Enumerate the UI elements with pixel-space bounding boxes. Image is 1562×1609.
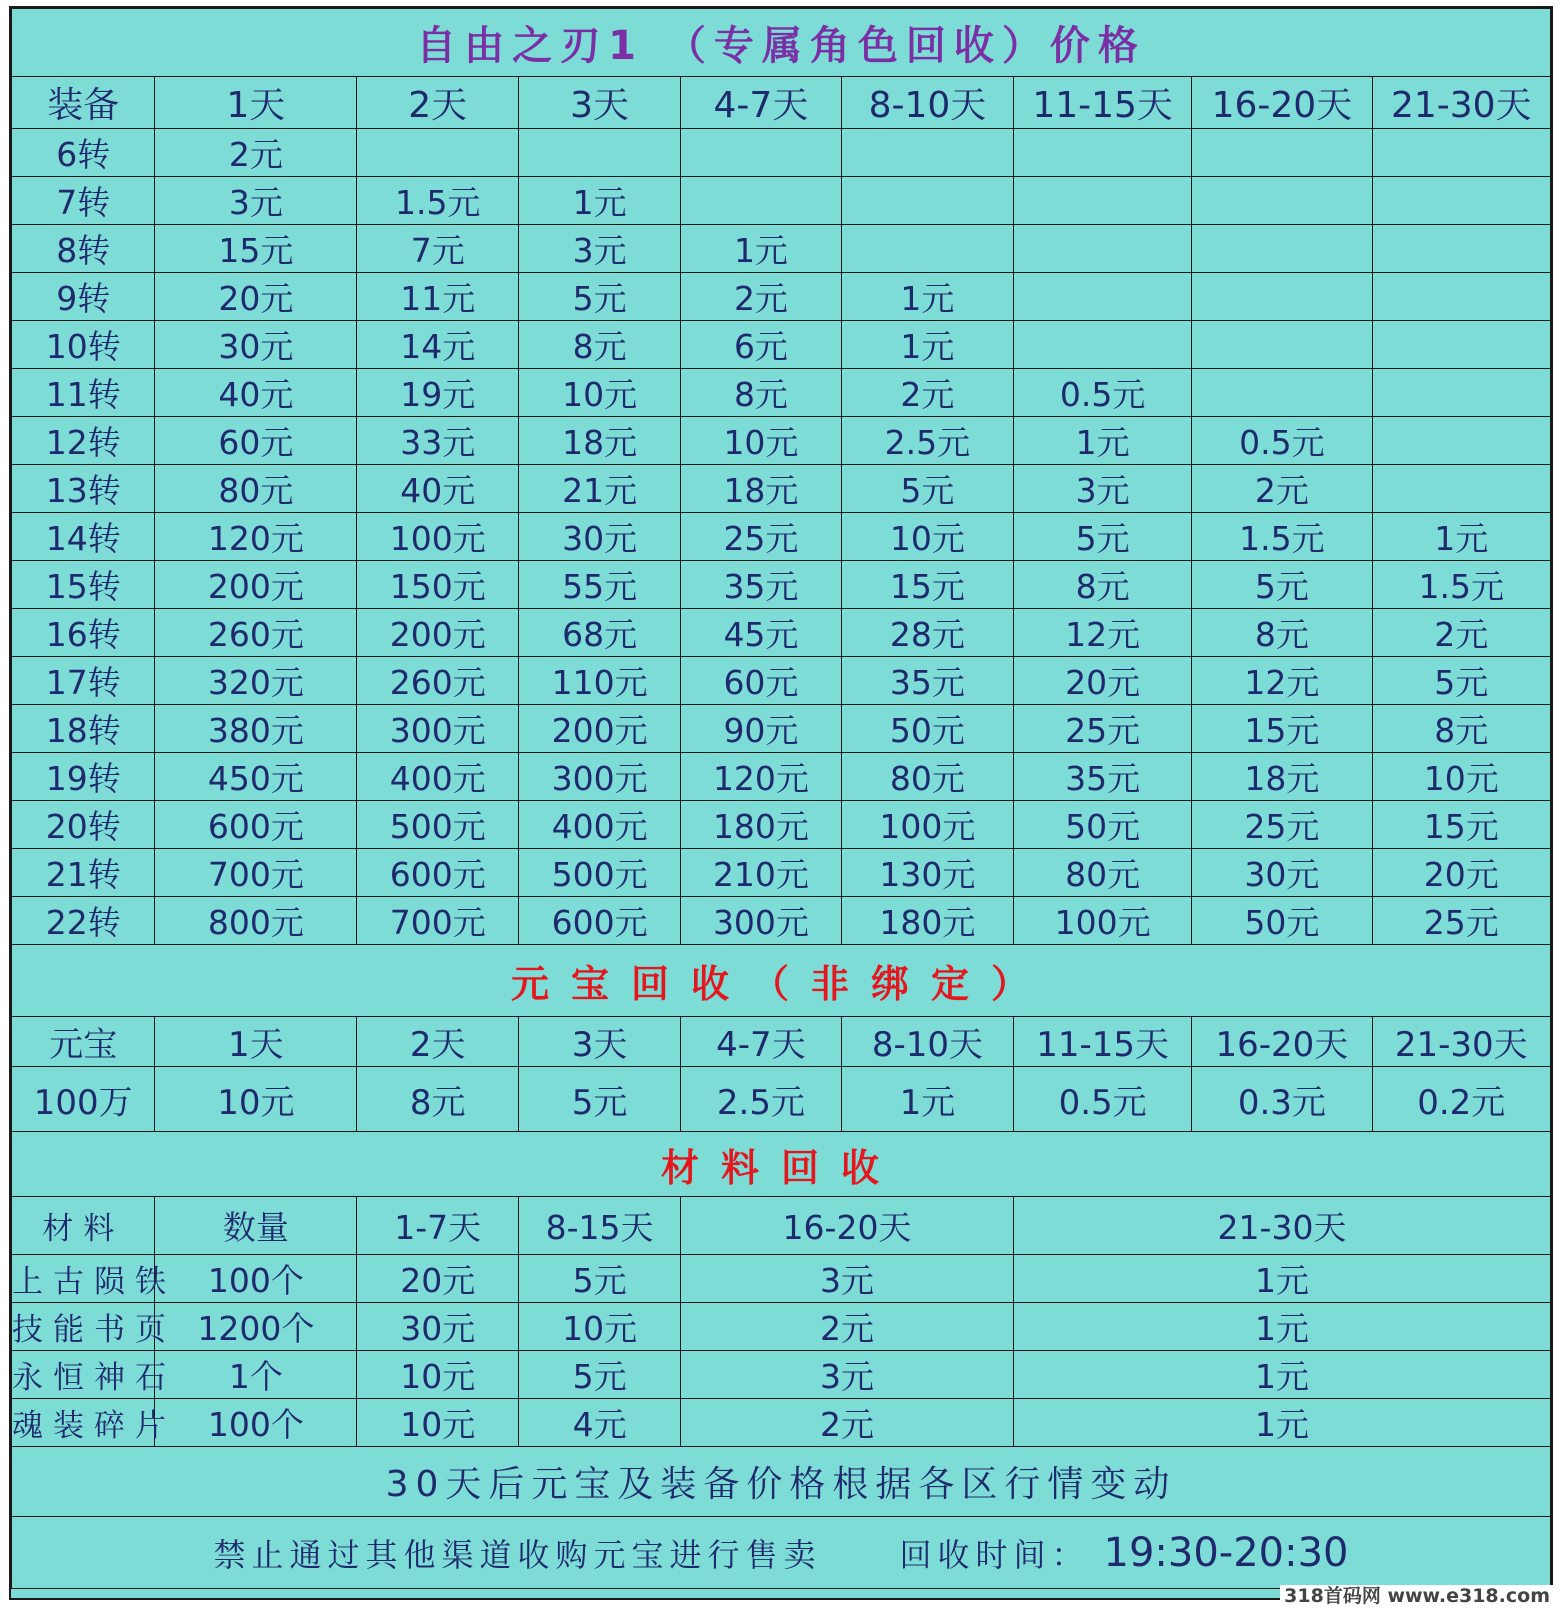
equip-level: 15转	[12, 561, 155, 609]
gold-day-header: 21-30天	[1372, 1017, 1550, 1067]
equip-price: 210元	[681, 849, 842, 897]
equip-price: 7元	[357, 225, 519, 273]
material-column-header: 数量	[155, 1197, 357, 1255]
equip-price: 110元	[519, 657, 681, 705]
price-table-body	[12, 9, 1551, 1589]
equip-price: 5元	[519, 273, 681, 321]
gold-price: 2.5元	[681, 1067, 842, 1132]
equip-price: 2元	[155, 129, 357, 177]
material-price: 20元	[357, 1255, 519, 1303]
equip-price: 60元	[681, 657, 842, 705]
equip-price: 50元	[1013, 801, 1191, 849]
equip-price	[841, 225, 1013, 273]
equip-price: 3元	[1013, 465, 1191, 513]
equip-price: 180元	[681, 801, 842, 849]
equip-price: 0.5元	[1013, 369, 1191, 417]
equip-price: 5元	[841, 465, 1013, 513]
equip-row	[12, 561, 1551, 609]
equip-price	[1372, 417, 1550, 465]
price-sheet	[9, 6, 1553, 1600]
equip-price: 320元	[155, 657, 357, 705]
sheet-title: 自由之刃1 （专属角色回收）价格	[12, 9, 1551, 77]
price-change-note: 30天后元宝及装备价格根据各区行情变动	[12, 1447, 1551, 1517]
gold-day-header: 11-15天	[1013, 1017, 1191, 1067]
gold-price: 10元	[155, 1067, 357, 1132]
gold-price: 0.5元	[1013, 1067, 1191, 1132]
equip-row	[12, 609, 1551, 657]
equip-price	[1372, 273, 1550, 321]
equip-level: 9转	[12, 273, 155, 321]
material-price: 5元	[519, 1255, 681, 1303]
equip-price: 8元	[1013, 561, 1191, 609]
equip-price: 150元	[357, 561, 519, 609]
material-header-label: 材料	[12, 1197, 155, 1255]
footer-warning: 禁止通过其他渠道收购元宝进行售卖	[213, 1535, 822, 1574]
equip-price: 5元	[1372, 657, 1550, 705]
equip-level: 22转	[12, 897, 155, 945]
material-price: 30元	[357, 1303, 519, 1351]
equip-row	[12, 657, 1551, 705]
equip-price: 25元	[681, 513, 842, 561]
equip-day-header: 11-15天	[1013, 77, 1191, 129]
material-name: 永恒神石	[12, 1351, 155, 1399]
equip-price	[357, 129, 519, 177]
equip-price: 120元	[681, 753, 842, 801]
material-quantity: 1个	[155, 1351, 357, 1399]
equip-price: 15元	[841, 561, 1013, 609]
equip-price: 18元	[681, 465, 842, 513]
equip-price: 18元	[519, 417, 681, 465]
equip-price: 1元	[841, 321, 1013, 369]
equip-price	[841, 177, 1013, 225]
material-row	[12, 1399, 1551, 1447]
equip-row	[12, 705, 1551, 753]
equip-price	[681, 129, 842, 177]
equip-price: 55元	[519, 561, 681, 609]
equip-price: 100元	[1013, 897, 1191, 945]
gold-title-row	[12, 945, 1551, 1017]
equip-price	[1372, 177, 1550, 225]
equip-price: 11元	[357, 273, 519, 321]
equip-price: 1元	[519, 177, 681, 225]
gold-price: 8元	[357, 1067, 519, 1132]
equip-price: 600元	[357, 849, 519, 897]
equip-level: 11转	[12, 369, 155, 417]
footer-cell	[12, 1517, 1551, 1589]
equip-level: 17转	[12, 657, 155, 705]
equip-price: 8元	[1192, 609, 1372, 657]
equip-day-header: 16-20天	[1192, 77, 1372, 129]
gold-amount: 100万	[12, 1067, 155, 1132]
equip-level: 12转	[12, 417, 155, 465]
equip-row	[12, 369, 1551, 417]
equip-row	[12, 897, 1551, 945]
equip-level: 16转	[12, 609, 155, 657]
gold-day-header: 1天	[155, 1017, 357, 1067]
equip-day-header: 21-30天	[1372, 77, 1550, 129]
equip-price: 1.5元	[357, 177, 519, 225]
material-price: 2元	[681, 1399, 1014, 1447]
equip-price	[1013, 321, 1191, 369]
equip-price: 8元	[1372, 705, 1550, 753]
equip-price: 1.5元	[1372, 561, 1550, 609]
equip-price: 19元	[357, 369, 519, 417]
equip-price: 25元	[1192, 801, 1372, 849]
equip-price: 2元	[841, 369, 1013, 417]
equip-price: 100元	[357, 513, 519, 561]
equip-price: 500元	[519, 849, 681, 897]
equip-price: 30元	[519, 513, 681, 561]
equip-price: 1.5元	[1192, 513, 1372, 561]
equip-level: 14转	[12, 513, 155, 561]
gold-day-header: 2天	[357, 1017, 519, 1067]
site-watermark: 318首码网 www.e318.com	[1280, 1585, 1554, 1607]
equip-price: 2元	[1372, 609, 1550, 657]
equip-price: 1元	[1372, 513, 1550, 561]
equip-price: 35元	[841, 657, 1013, 705]
equip-row	[12, 417, 1551, 465]
equip-price: 35元	[681, 561, 842, 609]
material-name: 技能书页	[12, 1303, 155, 1351]
footer-row	[12, 1517, 1551, 1589]
note-row	[12, 1447, 1551, 1517]
equip-price: 15元	[155, 225, 357, 273]
equip-price: 80元	[841, 753, 1013, 801]
equip-price: 50元	[1192, 897, 1372, 945]
equip-price: 1元	[841, 273, 1013, 321]
equip-price: 0.5元	[1192, 417, 1372, 465]
equip-price: 450元	[155, 753, 357, 801]
equip-price	[1372, 321, 1550, 369]
equip-day-header: 1天	[155, 77, 357, 129]
material-row	[12, 1255, 1551, 1303]
equip-level: 7转	[12, 177, 155, 225]
material-quantity: 100个	[155, 1399, 357, 1447]
material-price: 1元	[1013, 1303, 1550, 1351]
equip-row	[12, 753, 1551, 801]
material-row	[12, 1303, 1551, 1351]
equip-row	[12, 177, 1551, 225]
material-price: 10元	[357, 1351, 519, 1399]
equip-price: 3元	[519, 225, 681, 273]
price-table	[11, 8, 1551, 1589]
equip-price: 600元	[519, 897, 681, 945]
equip-price	[1372, 465, 1550, 513]
material-price: 1元	[1013, 1399, 1550, 1447]
equip-price: 30元	[155, 321, 357, 369]
material-quantity: 1200个	[155, 1303, 357, 1351]
equip-price	[1192, 225, 1372, 273]
equip-price: 300元	[357, 705, 519, 753]
material-price: 1元	[1013, 1351, 1550, 1399]
equip-price: 45元	[681, 609, 842, 657]
material-title-row	[12, 1132, 1551, 1197]
equip-level: 21转	[12, 849, 155, 897]
equip-price: 15元	[1372, 801, 1550, 849]
equip-level: 20转	[12, 801, 155, 849]
gold-price: 1元	[841, 1067, 1013, 1132]
equip-price: 400元	[357, 753, 519, 801]
equip-price: 700元	[357, 897, 519, 945]
equip-price: 2元	[681, 273, 842, 321]
equip-price: 100元	[841, 801, 1013, 849]
equip-price: 200元	[155, 561, 357, 609]
equip-price: 1元	[1013, 417, 1191, 465]
material-column-header: 21-30天	[1013, 1197, 1550, 1255]
equip-level: 8转	[12, 225, 155, 273]
equip-row	[12, 225, 1551, 273]
equip-price: 25元	[1013, 705, 1191, 753]
equip-day-header: 8-10天	[841, 77, 1013, 129]
equip-price: 8元	[681, 369, 842, 417]
material-column-header: 16-20天	[681, 1197, 1014, 1255]
gold-price: 5元	[519, 1067, 681, 1132]
equip-price	[1192, 177, 1372, 225]
gold-day-header: 16-20天	[1192, 1017, 1372, 1067]
gold-price: 0.3元	[1192, 1067, 1372, 1132]
material-price: 3元	[681, 1255, 1014, 1303]
equip-price: 40元	[155, 369, 357, 417]
equip-price: 400元	[519, 801, 681, 849]
equip-price: 50元	[841, 705, 1013, 753]
material-column-header: 1-7天	[357, 1197, 519, 1255]
equip-row	[12, 321, 1551, 369]
equip-price	[1372, 369, 1550, 417]
material-name: 魂装碎片	[12, 1399, 155, 1447]
equip-price: 500元	[357, 801, 519, 849]
material-quantity: 100个	[155, 1255, 357, 1303]
equip-price: 68元	[519, 609, 681, 657]
equip-row	[12, 513, 1551, 561]
equip-price: 5元	[1192, 561, 1372, 609]
equip-price: 14元	[357, 321, 519, 369]
equip-price: 10元	[841, 513, 1013, 561]
equip-row	[12, 849, 1551, 897]
material-section-title: 材料回收	[12, 1132, 1551, 1197]
equip-price: 30元	[1192, 849, 1372, 897]
equip-price	[519, 129, 681, 177]
equip-row	[12, 801, 1551, 849]
equip-price: 800元	[155, 897, 357, 945]
equip-price: 600元	[155, 801, 357, 849]
equip-row	[12, 129, 1551, 177]
equip-header-label: 装备	[12, 77, 155, 129]
equip-price: 1元	[681, 225, 842, 273]
gold-section-title: 元宝回收（非绑定）	[12, 945, 1551, 1017]
equip-price	[841, 129, 1013, 177]
equip-price: 260元	[155, 609, 357, 657]
gold-header-label: 元宝	[12, 1017, 155, 1067]
material-price: 1元	[1013, 1255, 1550, 1303]
equip-price: 12元	[1192, 657, 1372, 705]
equip-price: 21元	[519, 465, 681, 513]
equip-price: 120元	[155, 513, 357, 561]
gold-day-header: 4-7天	[681, 1017, 842, 1067]
equip-row	[12, 465, 1551, 513]
gold-day-header: 3天	[519, 1017, 681, 1067]
gold-price-row	[12, 1067, 1551, 1132]
equip-price	[1013, 273, 1191, 321]
gold-day-header: 8-10天	[841, 1017, 1013, 1067]
equip-price: 6元	[681, 321, 842, 369]
equip-price: 20元	[1013, 657, 1191, 705]
equip-row	[12, 273, 1551, 321]
material-price: 5元	[519, 1351, 681, 1399]
equip-price: 180元	[841, 897, 1013, 945]
equip-price: 80元	[155, 465, 357, 513]
equip-level: 13转	[12, 465, 155, 513]
equip-price	[1372, 225, 1550, 273]
equip-price: 35元	[1013, 753, 1191, 801]
equip-price: 2元	[1192, 465, 1372, 513]
recycle-time-value: 19:30-20:30	[1103, 1529, 1349, 1576]
material-row	[12, 1351, 1551, 1399]
equip-price: 200元	[357, 609, 519, 657]
recycle-time-label: 回收时间：	[899, 1535, 1090, 1574]
equip-price: 260元	[357, 657, 519, 705]
equip-level: 19转	[12, 753, 155, 801]
equip-price	[1192, 369, 1372, 417]
equip-price: 20元	[1372, 849, 1550, 897]
equip-price: 380元	[155, 705, 357, 753]
equip-price	[681, 177, 842, 225]
equip-price: 15元	[1192, 705, 1372, 753]
material-price: 4元	[519, 1399, 681, 1447]
equip-price: 10元	[519, 369, 681, 417]
equip-price: 28元	[841, 609, 1013, 657]
equip-price: 90元	[681, 705, 842, 753]
equip-price	[1372, 129, 1550, 177]
material-header-row	[12, 1197, 1551, 1255]
equip-price: 10元	[1372, 753, 1550, 801]
equip-price: 40元	[357, 465, 519, 513]
equip-level: 18转	[12, 705, 155, 753]
material-price: 2元	[681, 1303, 1014, 1351]
equip-price: 8元	[519, 321, 681, 369]
equip-price: 33元	[357, 417, 519, 465]
material-price: 10元	[519, 1303, 681, 1351]
equip-price: 18元	[1192, 753, 1372, 801]
equip-price: 700元	[155, 849, 357, 897]
gold-price: 0.2元	[1372, 1067, 1550, 1132]
equip-price: 130元	[841, 849, 1013, 897]
equip-price: 10元	[681, 417, 842, 465]
material-price: 10元	[357, 1399, 519, 1447]
equip-price: 5元	[1013, 513, 1191, 561]
gold-header-row	[12, 1017, 1551, 1067]
equip-price: 20元	[155, 273, 357, 321]
equip-price: 25元	[1372, 897, 1550, 945]
equip-price: 200元	[519, 705, 681, 753]
material-price: 3元	[681, 1351, 1014, 1399]
equip-price	[1192, 321, 1372, 369]
equip-price	[1192, 273, 1372, 321]
equip-price	[1013, 177, 1191, 225]
equip-price	[1013, 225, 1191, 273]
equip-day-header: 3天	[519, 77, 681, 129]
equip-price	[1013, 129, 1191, 177]
equip-header-row	[12, 77, 1551, 129]
material-name: 上古陨铁	[12, 1255, 155, 1303]
equip-price: 2.5元	[841, 417, 1013, 465]
equip-price: 12元	[1013, 609, 1191, 657]
equip-level: 10转	[12, 321, 155, 369]
material-column-header: 8-15天	[519, 1197, 681, 1255]
equip-level: 6转	[12, 129, 155, 177]
equip-price	[1192, 129, 1372, 177]
equip-day-header: 4-7天	[681, 77, 842, 129]
equip-price: 300元	[519, 753, 681, 801]
equip-price: 300元	[681, 897, 842, 945]
equip-day-header: 2天	[357, 77, 519, 129]
equip-price: 60元	[155, 417, 357, 465]
equip-price: 80元	[1013, 849, 1191, 897]
equip-price: 3元	[155, 177, 357, 225]
